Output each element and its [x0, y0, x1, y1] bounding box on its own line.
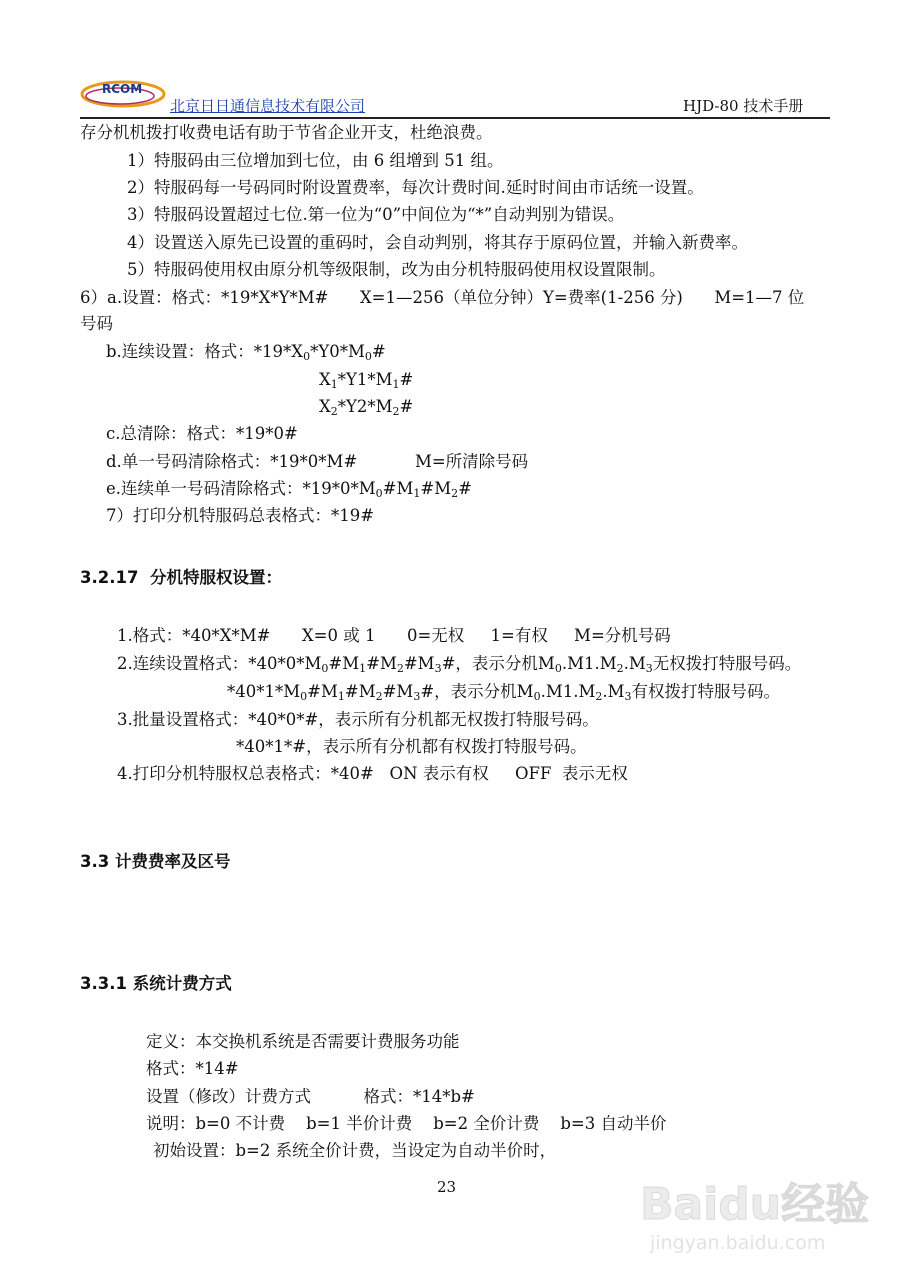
text-line: [117, 626, 671, 646]
text-line: [106, 424, 298, 444]
text-line: [80, 314, 113, 334]
subscript: 3: [645, 662, 653, 675]
text-segment: .M: [623, 654, 646, 673]
text-line: [146, 1059, 239, 1079]
text-segment: 1）特服码由三位增加到七位，由 6 组增到 51 组。: [127, 151, 504, 170]
text-segment: #: [399, 370, 414, 389]
text-line: [80, 288, 804, 308]
text-segment: #M: [382, 479, 414, 498]
text-line: [319, 370, 413, 390]
text-segment: 1.格式：*40*X*M# X=0 或 1 0=无权 1=有权 M=分机号码: [117, 626, 671, 645]
text-segment: b.连续设置：格式：*19*X: [106, 342, 304, 361]
text-segment: 初始设置：b=2 系统全价计费，当设定为自动半价时，: [153, 1141, 557, 1160]
text-segment: 有权拨打特服号码。: [631, 682, 780, 701]
text-line: [127, 233, 748, 253]
watermark-url: jingyan.baidu.com: [650, 1232, 826, 1254]
text-segment: .M: [602, 682, 625, 701]
subscript: 2: [595, 690, 603, 703]
subscript: 3: [413, 690, 421, 703]
text-segment: e.连续单一号码清除格式：*19*0*M: [106, 479, 376, 498]
text-segment: 3）特服码设置超过七位.第一位为“0”中间位为“*”自动判别为错误。: [127, 205, 625, 224]
text-segment: 设置（修改）计费方式 格式：*14*b#: [146, 1087, 475, 1106]
text-segment: #M: [344, 682, 376, 701]
text-line: [117, 710, 599, 730]
subscript: 2: [451, 487, 459, 500]
text-segment: #M: [328, 654, 360, 673]
text-segment: 无权拨打特服号码。: [652, 654, 802, 673]
subscript: 3: [434, 662, 442, 675]
text-line: [80, 123, 493, 143]
company-logo: [80, 78, 166, 108]
text-segment: 5）特服码使用权由原分机等级限制，改为由分机特服码使用权设置限制。: [127, 260, 666, 279]
text-segment: #: [399, 397, 414, 416]
text-segment: 2.连续设置格式：*40*0*M: [117, 654, 322, 673]
text-line: [153, 1141, 556, 1161]
text-segment: .M1.M: [540, 682, 596, 701]
text-segment: d.单一号码清除格式：*19*0*M# M=所清除号码: [106, 452, 529, 471]
text-segment: .M1.M: [561, 654, 617, 673]
text-segment: #M: [382, 682, 414, 701]
subscript: 1: [359, 662, 367, 675]
text-segment: 3.批量设置格式：*40*0*#，表示所有分机都无权拨打特服号码。: [117, 710, 599, 729]
text-line: [106, 506, 374, 526]
text-line: [227, 682, 780, 702]
text-segment: *40*1*#，表示所有分机都有权拨打特服号码。: [236, 737, 587, 756]
text-line: [106, 479, 472, 499]
text-segment: #M: [307, 682, 338, 701]
text-line: [127, 151, 503, 171]
text-segment: X: [319, 370, 331, 389]
text-segment: 7）打印分机特服码总表格式：*19#: [106, 506, 375, 525]
subscript: 2: [616, 662, 624, 675]
text-line: [106, 342, 386, 362]
page-number: 23: [437, 1178, 457, 1196]
text-line: [106, 452, 528, 472]
subscript: 1: [330, 378, 338, 391]
text-segment: X: [319, 397, 331, 416]
text-segment: 2）特服码每一号码同时附设置费率，每次计费时间.延时时间由市话统一设置。: [127, 178, 704, 197]
subscript: 0: [375, 487, 383, 500]
subscript: 1: [392, 378, 400, 391]
text-segment: #，表示分机M: [441, 654, 555, 673]
text-segment: *40*1*M: [227, 682, 301, 701]
manual-title: HJD-80 技术手册: [683, 97, 804, 115]
subscript: 2: [396, 662, 404, 675]
text-segment: #: [458, 479, 472, 498]
text-segment: 说明：b=0 不计费 b=1 半价计费 b=2 全价计费 b=3 自动半价: [146, 1114, 667, 1133]
text-segment: *Y2*M: [337, 397, 393, 416]
text-line: [127, 260, 666, 280]
text-line: [146, 1087, 475, 1107]
text-segment: 4.打印分机特服权总表格式：*40# ON 表示有权 OFF 表示无权: [117, 764, 628, 783]
subscript: 1: [337, 690, 345, 703]
subscript: 3: [624, 690, 632, 703]
subscript: 2: [375, 690, 383, 703]
text-segment: *Y0*M: [310, 342, 365, 361]
text-segment: c.总清除：格式：*19*0#: [106, 424, 298, 443]
watermark-brand: Baidu经验: [640, 1179, 870, 1230]
text-line: [146, 1032, 460, 1052]
text-segment: 3.3 计费费率及区号: [80, 852, 231, 871]
section-heading: [80, 852, 230, 872]
text-segment: #M: [403, 654, 435, 673]
text-line: [117, 654, 801, 674]
subscript: 0: [321, 662, 329, 675]
subscript: 0: [300, 690, 308, 703]
text-segment: #M: [366, 654, 397, 673]
section-heading: [80, 974, 232, 994]
text-segment: #，表示分机M: [420, 682, 534, 701]
text-segment: 3.3.1 系统计费方式: [80, 974, 232, 993]
subscript: 2: [392, 405, 400, 418]
text-segment: 6）a.设置：格式：*19*X*Y*M# X=1—256（单位分钟）Y=费率(1-256 分) M=1—7 位: [80, 288, 805, 307]
subscript: 0: [554, 662, 562, 675]
text-segment: 存分机机拨打收费电话有助于节省企业开支，杜绝浪费。: [80, 123, 493, 142]
section-heading: [80, 568, 282, 588]
baidu-watermark: [640, 1140, 870, 1265]
text-line: [146, 1114, 666, 1134]
text-line: [127, 178, 704, 198]
text-segment: 4）设置送入原先已设置的重码时，会自动判别，将其存于原码位置，并输入新费率。: [127, 233, 748, 252]
text-segment: 号码: [80, 314, 113, 333]
text-line: [236, 737, 587, 757]
subscript: 0: [364, 350, 372, 363]
text-line: [127, 205, 624, 225]
text-line: [319, 397, 413, 417]
subscript: 0: [303, 350, 311, 363]
subscript: 0: [533, 690, 541, 703]
subscript: 2: [330, 405, 338, 418]
text-line: [117, 764, 628, 784]
text-segment: *Y1*M: [337, 370, 393, 389]
text-segment: 定义：本交换机系统是否需要计费服务功能: [146, 1032, 460, 1051]
logo-text: RCOM: [102, 82, 143, 96]
text-segment: 3.2.17 分机特服权设置：: [80, 568, 282, 587]
text-segment: 格式：*14#: [146, 1059, 239, 1078]
company-name-link[interactable]: 北京日日通信息技术有限公司: [170, 97, 366, 115]
header-divider: [80, 117, 830, 119]
text-segment: #: [371, 342, 386, 361]
text-segment: #M: [420, 479, 452, 498]
subscript: 1: [413, 487, 421, 500]
